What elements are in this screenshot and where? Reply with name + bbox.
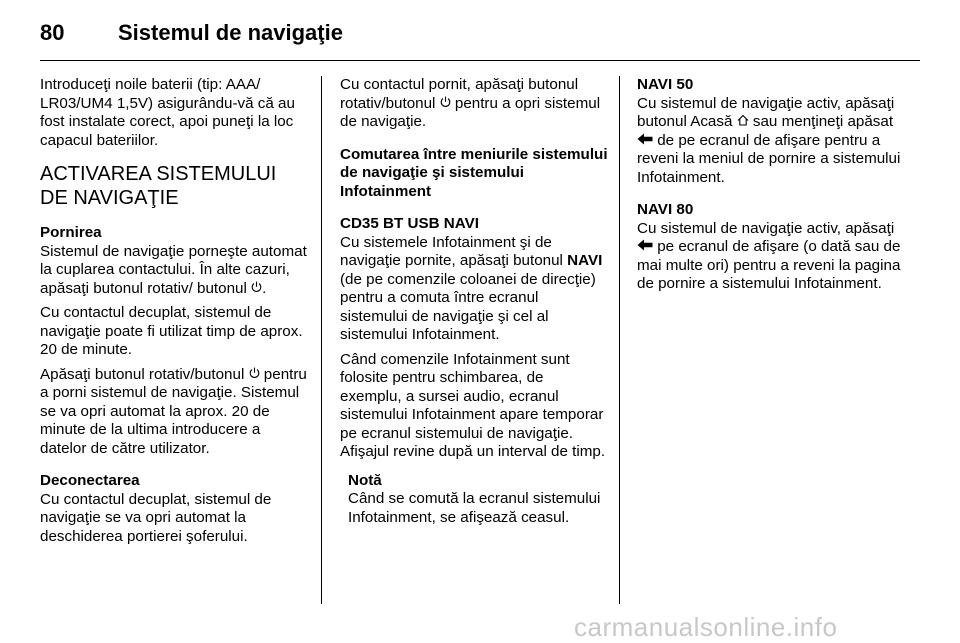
switching-heading: Comutarea între meniurile sistemului de navigaţie şi sistemului Infotainment [340, 145, 608, 200]
section-title: ACTIVAREA SISTEMULUI DE NAVIGAŢIE [40, 163, 277, 209]
header-divider [40, 60, 920, 61]
navi80-heading: NAVI 80 [637, 201, 694, 218]
pornirea-paragraph-2: Cu contactul decuplat, sistemul de navigaţie poate fi utilizat timp de aprox. 20 de minute. [40, 304, 303, 358]
page-header [40, 14, 920, 54]
column-1 [40, 76, 308, 552]
cd35-heading: CD35 BT USB NAVI [340, 215, 479, 232]
column-2 [340, 76, 608, 527]
navi50-heading: NAVI 50 [637, 76, 694, 93]
column-3 [637, 76, 907, 300]
deconectarea-heading: Deconectarea [40, 472, 140, 489]
power-icon [251, 281, 262, 295]
note-box [348, 472, 608, 528]
power-off-paragraph: Cu contactul pornit, apăsaţi butonul rotativ/butonul pentru a opri sistemul de navigaţie. [340, 76, 601, 130]
pornirea-paragraph-3: Apăsaţi butonul rotativ/butonul pentru a porni sistemul de navigaţie. Sistemul se va opri automat la aprox. 20 de minute de la ultima introducere a datelor de către utilizator. [40, 365, 307, 457]
back-arrow-icon [637, 239, 653, 253]
back-arrow-icon [637, 133, 653, 147]
note-title: Notă [348, 471, 382, 489]
page-title: Sistemul de navigaţie [118, 20, 343, 45]
home-icon [737, 114, 749, 128]
battery-intro-paragraph: Introduceţi noile baterii (tip: AAA/ LR03/UM4 1,5V) asigurându-vă că au fost instalate corect, apoi puneţi la loc capacul bateriilor. [40, 76, 295, 149]
pornirea-heading: Pornirea [40, 224, 102, 241]
column-divider-2 [619, 76, 620, 604]
page-number: 80 [40, 20, 65, 45]
deconectarea-paragraph: Cu contactul decuplat, sistemul de navigaţie se va opri automat la deschiderea portierei şoferului. [40, 490, 272, 545]
navi-button-label: NAVI [567, 252, 603, 269]
column-divider-1 [321, 76, 322, 604]
note-text: Când se comută la ecranul sistemului Infotainment, se afişează ceasul. [348, 490, 601, 526]
navi80-paragraph: Cu sistemul de navigaţie activ, apăsaţi pe ecranul de afişare (o dată sau de mai multe ori) pentru a reveni la pagina de pornire a sistemului Infotainment. [637, 219, 901, 292]
watermark: carmanualsonline.info [574, 612, 838, 642]
pornirea-paragraph-1: Sistemul de navigaţie porneşte automat la cuplarea contactului. În alte cazuri, apăsaţi butonul rotativ/ butonul . [40, 242, 307, 297]
infotainment-paragraph: Când comenzile Infotainment sunt folosite pentru schimbarea, de exemplu, a sursei audio, ecranul sistemului Infotainment apare temporar pe ecranul sistemului de navigaţie. Afişajul revine după un interval de timp. [340, 350, 606, 460]
navi50-paragraph: Cu sistemul de navigaţie activ, apăsaţi butonul Acasă sau menţineţi apăsat de pe ecranul de afişare pentru a reveni la meniul de pornire a sistemului Infotainment. [637, 94, 901, 186]
power-icon [249, 367, 260, 381]
cd35-paragraph: Cu sistemele Infotainment şi de navigaţie pornite, apăsaţi butonul NAVI (de pe comenzile coloanei de direcţie) pentru a comuta între ecranul sistemului de navigaţie şi cel al sistemului Infotainment. [340, 233, 603, 343]
power-icon [440, 96, 451, 110]
